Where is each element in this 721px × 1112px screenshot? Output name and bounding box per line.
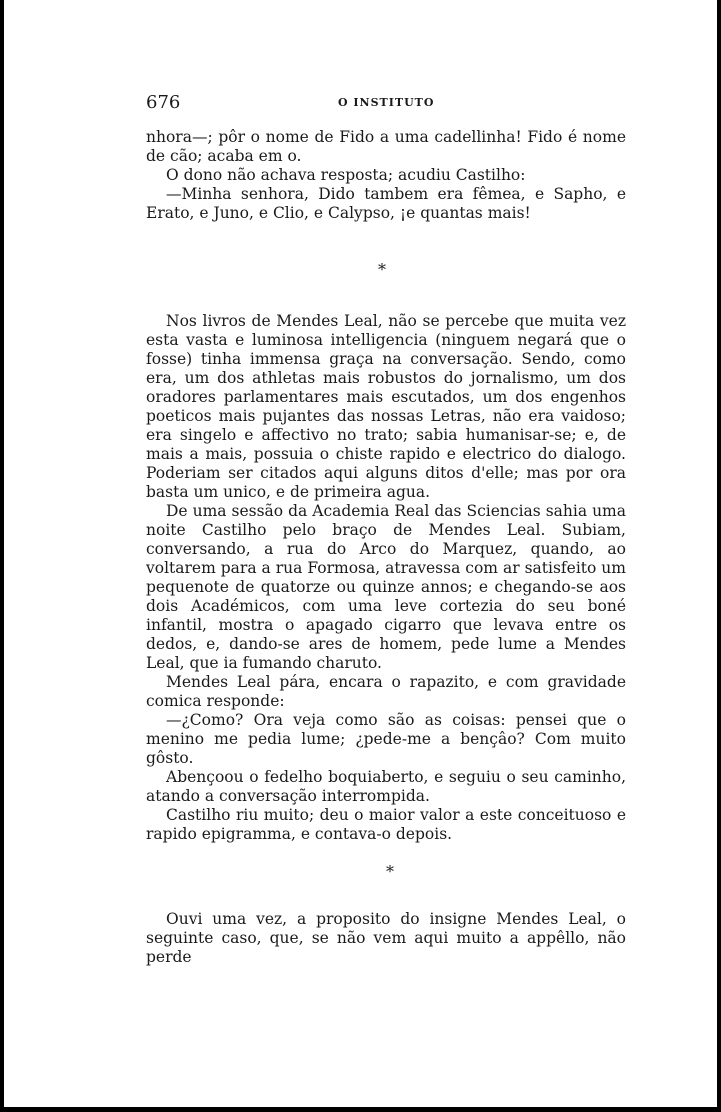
scan-border-right (717, 0, 721, 1112)
section-separator: * (378, 260, 386, 279)
paragraph: De uma sessão da Academia Real das Sciencias sahia uma noite Castilho pelo braço de Mendes Leal. Subiam, conversando, a rua do Arco do Marquez, quando, ao voltarem para a rua Formosa, atravessa com ar satisfeito um pequenote de quatorze ou quinze annos; e chegando-se aos dois Académicos, com uma leve cortezia do seu boné infantil, mostra o apagado cigarro que levava entre os dedos, e, dando-se ares de homem, pede lume a Mendes Leal, que ia fumando charuto. (146, 502, 626, 672)
section-separator: * (386, 862, 394, 881)
running-title: O INSTITUTO (338, 96, 435, 109)
paragraph: Ouvi uma vez, a proposito do insigne Mendes Leal, o seguinte caso, que, se não vem aqui muito a appêllo, não perde (146, 910, 626, 966)
paragraph: Abençoou o fedelho boquiaberto, e seguiu o seu caminho, atando a conversação interrompida. (146, 768, 626, 805)
page-header (146, 92, 626, 112)
section-3 (146, 910, 626, 967)
paragraph: Castilho riu muito; deu o maior valor a este conceituoso e rapido epigramma, e contava-o depois. (146, 806, 626, 843)
paragraph: O dono não achava resposta; acudiu Castilho: (166, 166, 526, 184)
section-1 (146, 128, 626, 223)
scan-border-left (0, 0, 4, 1112)
page-number: 676 (146, 92, 181, 113)
paragraph: —¿Como? Ora veja como são as coisas: pensei que o menino me pedia lume; ¿pede-me a bençâo? Com muito gôsto. (146, 711, 626, 767)
paragraph: nhora—; pôr o nome de Fido a uma cadellinha! Fido é nome de cão; acaba em o. (146, 128, 626, 165)
paragraph: Mendes Leal pára, encara o rapazito, e com gravidade comica responde: (146, 673, 626, 710)
section-2 (146, 312, 626, 844)
paragraph: Nos livros de Mendes Leal, não se percebe que muita vez esta vasta e luminosa intelligencia (ninguem negará que o fosse) tinha immensa graça na conversação. Sendo, como era, um dos athletas mais robustos do jornalismo, um dos oradores parlamentares mais escutados, um dos engenhos poeticos mais pujantes das nossas Letras, não era vaidoso; era singelo e affectivo no trato; sabia humanisar-se; e, de mais a mais, possuia o chiste rapido e electrico do dialogo. Poderiam ser citados aqui alguns ditos d'elle; mas por ora basta um unico, e de primeira agua. (146, 312, 626, 501)
paragraph: —Minha senhora, Dido tambem era fêmea, e Sapho, e Erato, e Juno, e Clio, e Calypso, ¡e quantas mais! (146, 185, 626, 222)
scan-border-bottom (0, 1107, 721, 1112)
